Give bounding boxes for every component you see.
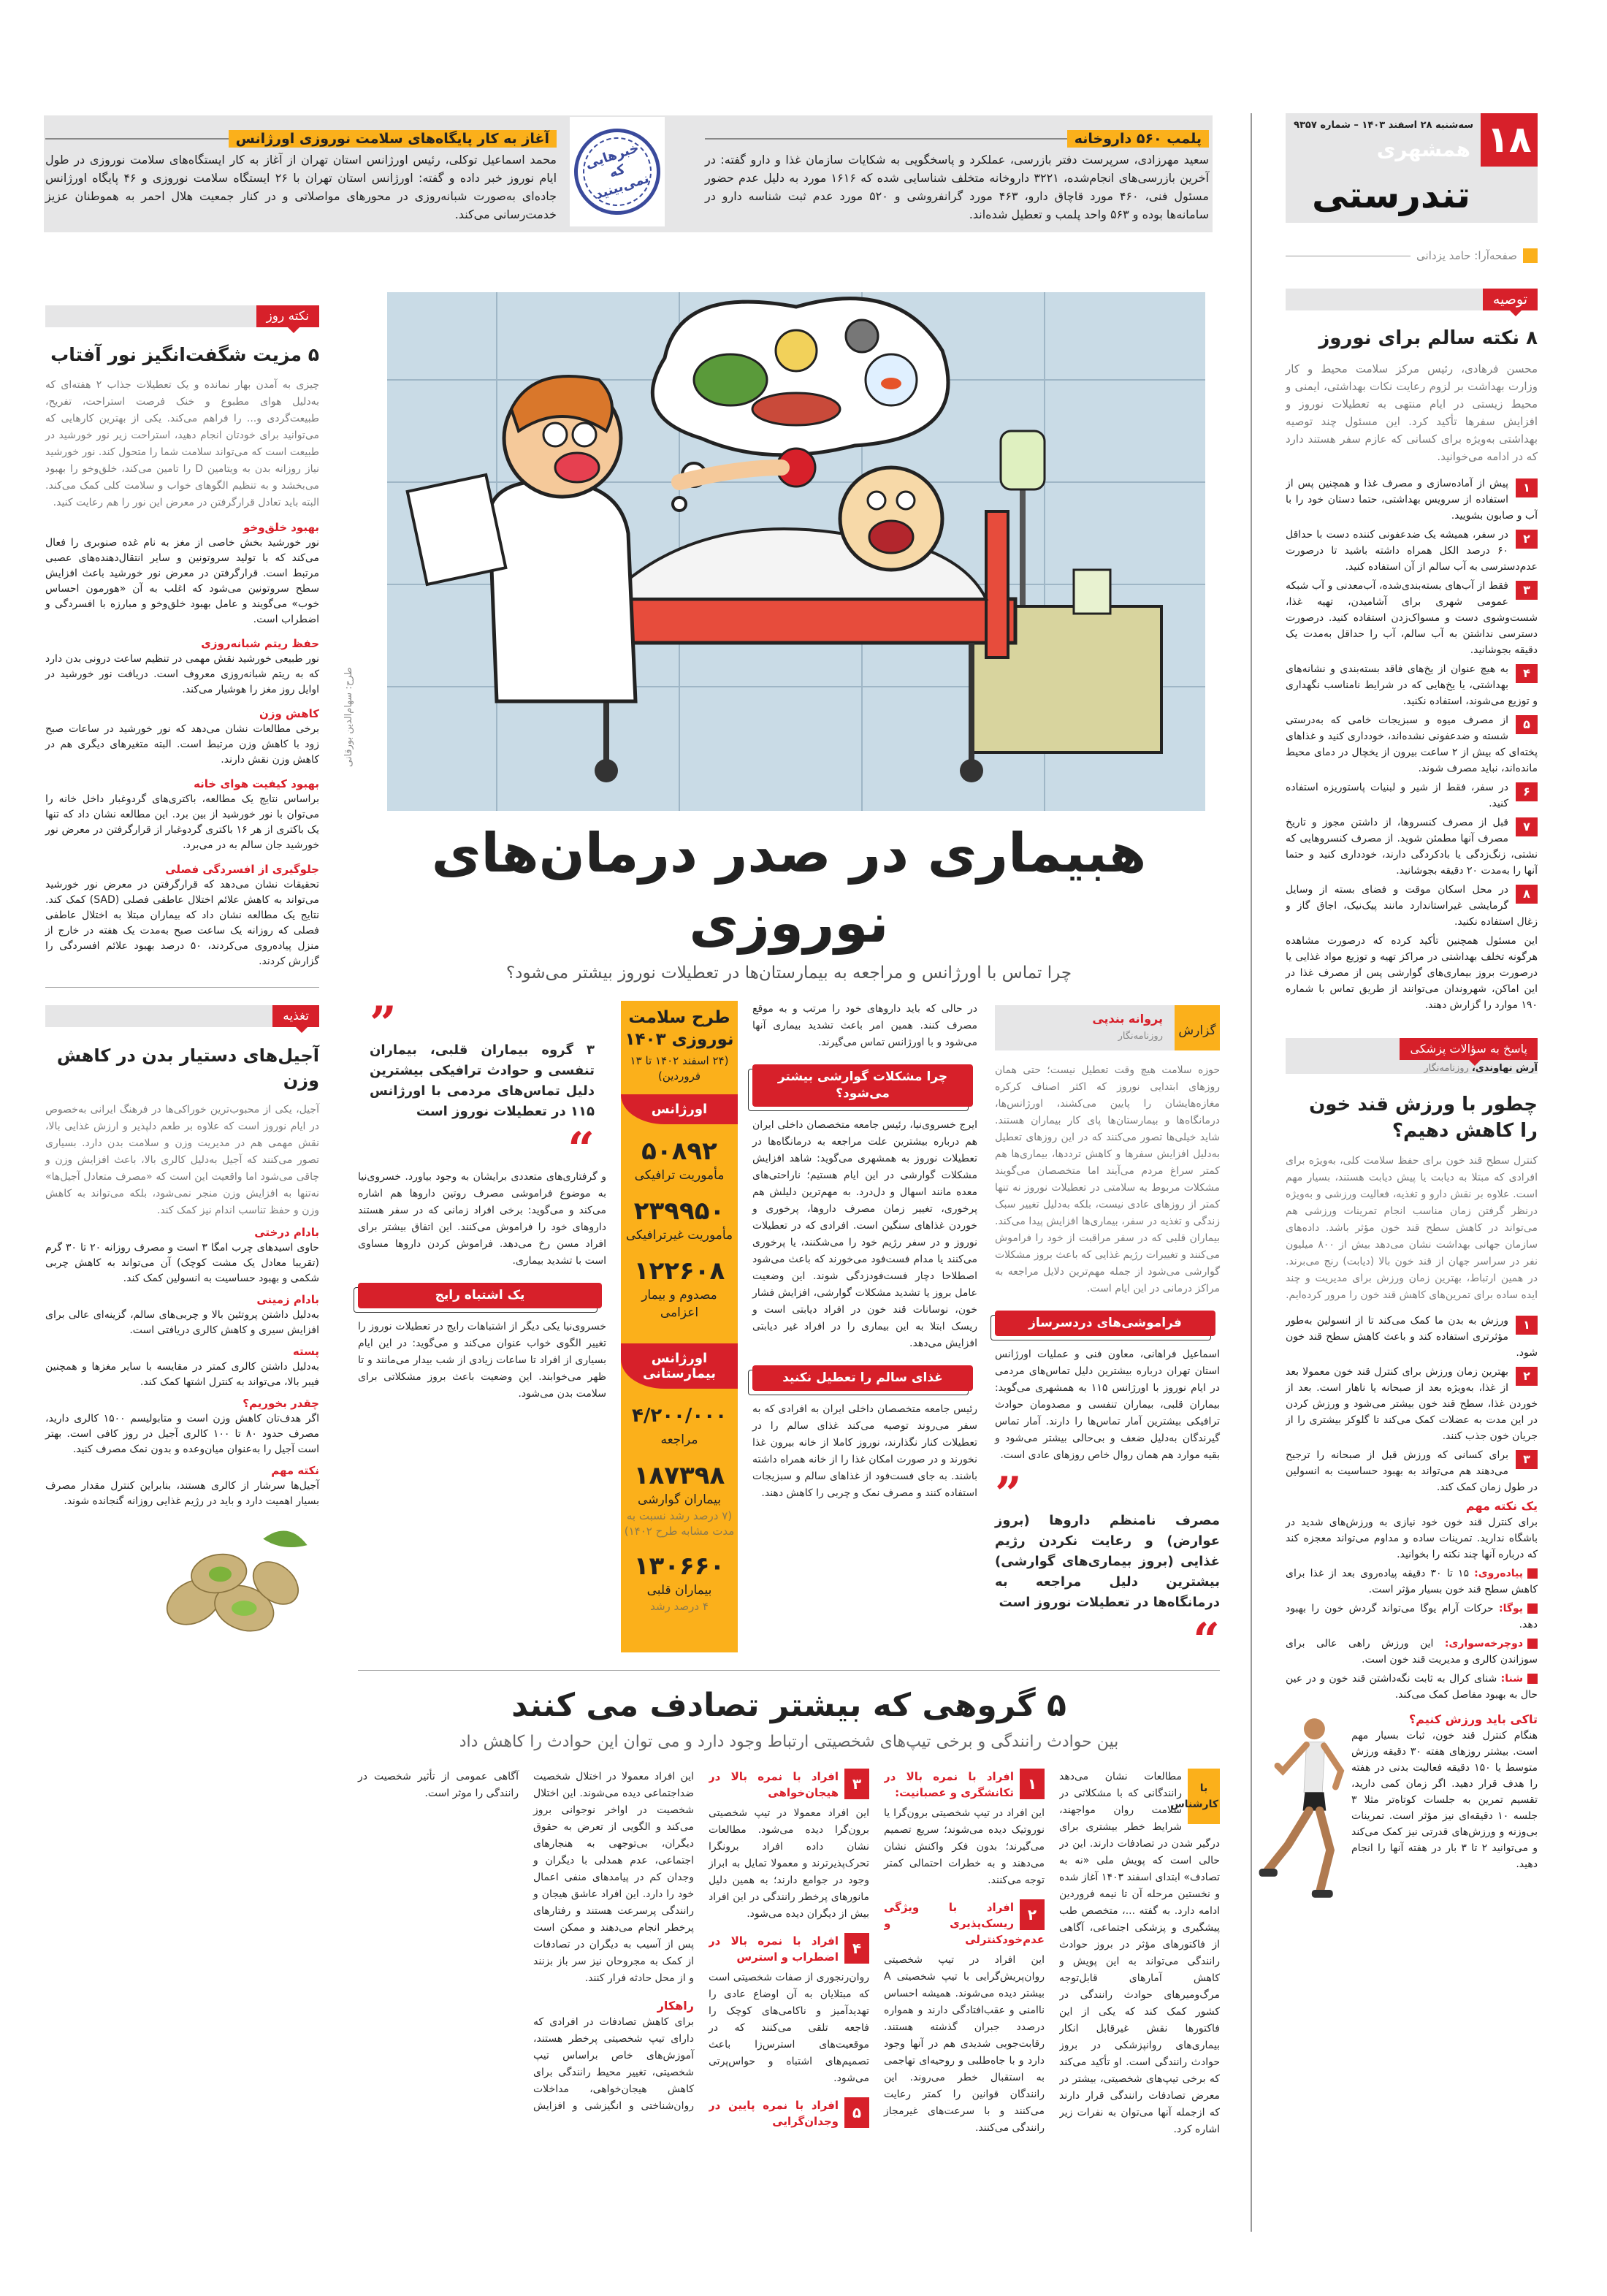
accident-group-body: این افراد در تیپ شخصیتی برون‌گرا یا نوروتیک دیده می‌شوند؛ سریع تصمیم می‌گیرند؛ بدون فکر واکنش نشان می‌دهند و به خطرات احتمالی کمتر توجه می‌کنند. (884, 1807, 1045, 1886)
tips-tag: توصیه (1483, 289, 1538, 310)
sunlight-subhead: کاهش وزن (259, 707, 319, 720)
accidents-tag: با کارشناس (1188, 1769, 1220, 1824)
accident-group: ۴ افراد با نمره بالا در اضطراب و استرس (709, 1933, 869, 1965)
designer-credit: صفحه‌آرا: حامد یزدانی (1286, 248, 1538, 263)
nuts-section (45, 1005, 319, 1652)
subhead-forgetfulness: فراموشی‌های دردسرساز (995, 1311, 1215, 1336)
connector-line (45, 138, 229, 140)
top-news-body: سعید مهرزادی، سرپرست دفتر بازرسی، عملکرد و پاسخگویی به شکایات سازمان غذا و دارو گفته: در آخرین بازرسی‌های انجام‌شده، ۳۲۲۱ داروخانه متخلف شناسایی شده که ۱۶۱۶ مورد به دلیل عدم حضور مسئول فنی، ۴۶۰ مورد قاچاق دارو، ۴۶۳ مورد گرانفروشی و ۵۲۰ مورد عدم ثبت شناسه دارو در سامانه‌ها بوده و ۵۶۳ واحد پلمب و تعطیل شده‌اند. (705, 153, 1210, 221)
exercise-tag-bar (1286, 1038, 1538, 1074)
report-byline (995, 1005, 1220, 1050)
left-column (45, 305, 319, 1652)
nuts-tag: تغذیه (272, 1005, 319, 1027)
tip-item: ۸ در محل اسکان موقت و فضای بسته از وسایل گرمایشی غیراستاندارد مانند پیک‌نیک، اجاق گاز و زغال استفاده نکنید. (1286, 884, 1538, 928)
runner-illustration (1256, 1713, 1351, 1903)
sunlight-intro: چیزی به آمدن بهار نمانده و یک تعطیلات جذاب ۲ هفته‌ای که به‌دلیل هوای مطبوع و خنک فرصت استراحت، تفریح، طبیعت‌گردی و... را فراهم می‌کند. یکی از بهترین کارهایی که می‌توانید برای خودتان انجام دهید، استراحت زیر نور خورشید در طبیعت است که می‌تواند سلامت شما را متحول کند. نور خورشید نیاز روزانه بدن به ویتامین D را تامین می‌کند، خلق‌وخو را بهبود می‌بخشد و به تنظیم الگوهای خواب و سلامت کلی کمک می‌کند. البته باید تعادل قرارگرفتن در معرض این نور را هم رعایت کنید. (45, 379, 320, 508)
author-name: پروانه بندپی (1092, 1012, 1163, 1026)
tip-item: ۶ در سفر، فقط از شیر و لبنیات پاستوریزه استفاده کنید. (1286, 779, 1538, 812)
report-tag: گزارش (1175, 1005, 1220, 1050)
accidents-intro-block (1059, 1769, 1220, 2138)
nuts-paragraph: حاوی اسیدهای چرب امگا ۳ است و مصرف روزانه ۲۰ تا ۳۰ گرم (تقریبا معادل یک مشت کوچک) آن می‌تواند به کاهش چربی شکمی و بهبود حساسیت به انسولین کمک کند. (45, 1242, 319, 1284)
top-news-title: آغاز به کار پایگاه‌های سلامت نوروزی اورژانس (229, 130, 557, 148)
logo: همشهری (1376, 137, 1470, 161)
nuts-subhead: بادام درختی (254, 1226, 319, 1239)
tips-intro: محسن فرهادی، رئیس مرکز سلامت محیط و کار وزارت بهداشت بر لزوم رعایت نکات بهداشتی، ایمنی و محیط زیستی در ایام منتهی به تعطیلات نوروز و افزایش سفرها تأکید کرد. این مسئول چند توصیه بهداشتی به‌ویژه برای کسانی که عازم سفر هستند دارد که در ادامه می‌خوانید. (1286, 362, 1538, 463)
top-news-item-pharmacy (705, 130, 1209, 224)
exercise-item: ۲ بهترین زمان ورزش برای کنترل قند خون معمولا بعد از غذا، به‌ویژه بعد از صبحانه یا ناهار است. بعد از خوردن غذا، سطح قند خون بیشتر می‌شود و ورزش کردن در این مدت به عضلات کمک می‌کند تا گلوکز بیشتری را از جریان خون جذب کنند. (1286, 1366, 1538, 1442)
stat-note: ۴ درصد رشد (650, 1600, 709, 1613)
nuts-paragraph: به‌دلیل داشتن کالری کمتر در مقایسه با سایر مغزها و همچنین فیبر بالا، می‌تواند به کنترل اشتها کمک کند. (45, 1361, 319, 1388)
article-paragraph: در حالی که باید داروهای خود را مرتب و به موقع مصرف کنند. همین امر باعث تشدید بیماری آنها می‌شود و با اورژانس تماس می‌گیرند. (752, 1003, 977, 1048)
main-subtitle: چرا تماس با اورژانس و مراجعه به بیمارستان‌ها در تعطیلات نوروز بیشتر می‌شود؟ (505, 964, 1072, 983)
sunlight-tag-bar (45, 305, 319, 327)
accident-group-body: روان‌رنجوری از صفات شخصیتی است که مبتلایان به آن اوضاع عادی را تهدیدآمیز و ناکامی‌های کوچک را فاجعه تلقی می‌کنند که در موقعیت‌های استرس‌زا باعث تصمیم‌های اشتباه و حواس‌پرتی می‌شود. (709, 1972, 869, 2084)
subhead-mistake: یک اشتباه رایج (358, 1283, 602, 1308)
article-paragraph: اسماعیل فراهانی، معاون فنی و عملیات اورژانس استان تهران درباره بیشترین دلیل تماس‌های مردمی در ایام نوروز با اورژانس ۱۱۵ به همشهری می‌گوید: بیماران قلبی، بیماران تنفسی و مصدومان حوادث ترافیکی بیشترین آمار تماس‌ها را دارند. آمار تماس گیرندگان به‌دلیل ضعف و بی‌حالی بیشتر می‌شود و بقیه موارد هم همان روال خاص روزهای عادی است. (995, 1349, 1220, 1461)
nuts-tag-bar (45, 1005, 319, 1027)
masthead (1286, 113, 1538, 223)
stats-box (621, 1001, 738, 1652)
quote-open-icon: ” (370, 1001, 397, 1036)
note-title: یک نکته مهم (1465, 1499, 1538, 1513)
nuts-paragraph: اگر هدف‌تان کاهش وزن است و متابولیسم ۱۵۰۰ کالری دارید، مصرف حدود ۸۰ تا ۱۰۰ کالری آجیل در روز کافی است. بهتر است آجیل را به‌عنوان میان‌وعده و بدون نمک مصرف کنید. (45, 1413, 320, 1455)
accidents-subtitle: بین حوادث رانندگی و برخی تیپ‌های شخصیتی ارتباط وجود دارد و می توان این حوادث را کاهش داد (459, 1733, 1119, 1751)
nuts-subhead: چقدر بخوریم؟ (243, 1397, 319, 1410)
note-body: برای کنترل قند خون خود نیازی به ورزش‌های شدید در باشگاه ندارید. تمرینات ساده و مداوم می‌تواند معجزه کند که درباره آنها چند نکته را بخوانید. (1286, 1517, 1538, 1560)
stats-group-label: اورژانس (621, 1094, 738, 1124)
article-body (358, 1001, 1220, 1652)
exercise-author: آرش نهاوندی، (1471, 1063, 1538, 1074)
stat-label: بیماران گوارشی (638, 1492, 721, 1507)
author-role: روزنامه‌نگار (1118, 1031, 1163, 1042)
stat-note: (۷ درصد رشد نسبت به مدت مشابه طرح ۱۴۰۲) (624, 1509, 735, 1538)
top-news-title: پلمب ۵۶۰ داروخانه (1067, 130, 1209, 148)
stat-value: ۲۳۹۹۵۰ (633, 1197, 725, 1226)
accident-group-body: این افراد در تیپ شخصیتی روان‌پریش‌گرایی با تیپ شخصیتی A بیشتر دیده می‌شوند. همیشه احساس ناامنی و عقب‌افتادگی دارند و همواره درصدد جبران گذشته هستند. رقابت‌جویی شدیدی هم در آنها وجود دارد و با جاه‌طلبی و روحیه‌ای تهاجمی به استقبال خطر می‌روند. این رانندگان قوانین را کمتر رعایت می‌کنند و با سرعت‌های غیرمجاز رانندگی می‌کنند. (884, 1954, 1045, 2134)
stats-group-label: اورژانس بیمارستانی (621, 1343, 738, 1389)
accidents-intro: مطالعات نشان می‌دهد رانندگانی که با مشکلاتی در سلامت روان مواجهند، شرایط خطر بیشتری برای درگیر شدن در تصادفات دارند. این در حالی است که پویش ملی «نه به تصادف» ابتدای اسفند ۱۴۰۳ آغاز شده و نخستین مرحله آن تا نیمه فروردین ادامه دارد. به گفته ...، متخصص طب پیشگیری و پزشکی اجتماعی، آگاهی از فاکتورهای مؤثر در بروز حوادث رانندگی می‌تواند به این پویش و کاهش آمارهای قابل‌توجه مرگ‌ومیرهای حوادث رانندگی در کشور کمک کند که یکی از این فاکتورها نقش غیرقابل انکار بیماری‌های روانپزشکی در بروز حوادث رانندگی است. او تأکید می‌کند که برخی تیپ‌های شخصیتی، بیشتر در معرض تصادفات رانندگی قرار دارند که ازجمله آنها می‌توان به نفرات زیر اشاره کرد. (1059, 1771, 1220, 2135)
stat-label: مراجعه (660, 1433, 698, 1447)
accident-group: ۲ افراد با ویژگی ریسک‌پذیری و عدم‌خودکنترلی (884, 1901, 1045, 1946)
tip-item: ۲ در سفر، همیشه یک ضدعفونی کننده دست با حداقل ۶۰ درصد الکل همراه داشته باشید تا درصورت عدم‌دسترسی به آب سالم از آن استفاده کنید. (1286, 529, 1538, 573)
top-news-item-emergency (45, 130, 557, 224)
quote-close-icon: “ (568, 1126, 595, 1162)
tip-item: ۴ به هیچ عنوان از یخ‌های فاقد بسته‌بندی و نشانه‌های بهداشتی، یا یخ‌هایی که در شرایط نامناسب نگهداری و توزیع می‌شوند، استفاده نکنید. (1286, 663, 1538, 707)
article-paragraph: ایرج خسروی‌نیا، رئیس جامعه متخصصان داخلی ایران هم درباره بیشترین علت مراجعه به درمانگاه‌ها در تعطیلات نوروز به همشهری می‌گوید: شاهد افزایش مشکلات گوارشی در این ایام هستیم؛ ناراحتی‌های معده مانند اسهال و دل‌درد. به مهم‌ترین دلیلش هم پرخوری، تغییر زمان مصرف داروها، پرخوری و خوردن غذاهای سنگین است. افرادی که در تعطیلات نوروز و در سفر رژیم خود را می‌شکنند، یا پرخوری می‌کنند یا مدام فست‌فود می‌خورند که باعث می‌شود اصطلاحا دچار فست‌فودزدگی شوند. این وضعیت عامل بروز یا تشدید مشکلات گوارشی، افزایش فشار خون، نوسانات قند خون در افراد دیابتی است و ریسک ابتلا به این بیماری را در افراد غیر دیابتی افزایش می‌دهد. (752, 1119, 977, 1349)
exercise-intro: کنترل سطح قند خون برای حفظ سلامت کلی، به‌ویژه برای افرادی که مبتلا به دیابت یا پیش دیابت هستند، بسیار مهم است. علاوه بر نقش دارو و تغذیه، فعالیت ورزشی و به‌ویژه درنظر گرفتن زمان مناسب انجام تمرینات ورزشی هم می‌تواند در کاهش سطح قند خون مؤثر باشد. داده‌های سازمان جهانی بهداشت نشان می‌دهد بیش از ۸۰۰ میلیون نفر در سراسر جهان از قند خون بالا (دیابت) رنج می‌برند. در همین ارتباط، بهترین زمان ورزش برای مدیریت و چند ایده ساده برای تمرین‌های کاهش قند خون را مرور کرده‌ایم. (1286, 1155, 1538, 1301)
accident-group-body: این افراد معمولا در اختلال شخصیت ضداجتماعی دیده می‌شوند. این اختلال شخصیت در اواخر نوجوانی بروز می‌کند و الگویی از تعرض به حقوق دیگران، بی‌توجهی به هنجارهای اجتماعی، عدم همدلی با دیگران و وجدان کم در پیامدهای منفی اعمال خود را دارد. این افراد عاشق هیجان و رانندگی پرسرعت هستند و رفتارهای پرخطر انجام می‌دهند و ممکن است پس از آسیب به دیگران در تصادفات از کمک به مجروحان نیز سر باز بزنند و از محل حادثه فرار کنند. (533, 1771, 694, 1984)
sunlight-title: ۵ مزیت شگفت‌انگیز نور آفتاب (50, 344, 319, 365)
sunlight-paragraph: تحقیقات نشان می‌دهد که قرارگرفتن در معرض نور خورشید می‌تواند به کاهش علائم اختلال عاطفی فصلی (SAD) کمک کند. نتایج یک مطالعه نشان داد که بیماران مبتلا به اختلال عاطفی فصلی که روزانه یک ساعت صبح به‌مدت یک هفته در خارج از منزل پیاده‌روی می‌کردند، ۵۰ درصد بهبود علائم افسردگی را گزارش کردند. (45, 879, 319, 967)
tips-title: ۸ نکته سالم برای نوروز (1318, 327, 1538, 349)
nuts-paragraph: به‌دلیل داشتن پروتئین بالا و چربی‌های سالم، گزینه‌ای عالی برای افزایش سیری و کاهش کالری دریافتی است. (45, 1309, 319, 1336)
connector-line (705, 138, 1067, 140)
bullet-item: شنا: شنای کرال به ثابت نگه‌داشتن قند خون و در عین حال به بهبود مفاصل کمک می‌کند. (1286, 1673, 1538, 1701)
accidents-headline: ۵ گروهی که بیشتر تصادف می کنند (511, 1687, 1066, 1724)
subhead-healthy-food: غذای سالم را تعطیل نکنید (752, 1365, 973, 1391)
quote-open-icon: ” (995, 1471, 1022, 1506)
stat-label: بیماران قلبی (646, 1583, 712, 1598)
stamp-text: خبرهایی که نمی‌بینید (583, 140, 652, 203)
sunlight-subhead: جلوگیری از افسردگی فصلی (165, 863, 319, 876)
cartoon-illustration (387, 292, 1205, 811)
exercise-item: ۳ برای کسانی که ورزش قبل از صبحانه را ترجیح می‌دهند هم می‌تواند به بهبود حساسیت به انسولین در طول زمان کمک کند. (1286, 1449, 1538, 1493)
nuts-subhead: نکته مهم (271, 1464, 319, 1477)
stats-period: (۲۴ اسفند ۱۴۰۲ تا ۱۳ فروردین) (630, 1054, 729, 1083)
sunlight-subhead: حفظ ریتم شبانه‌روزی (201, 637, 319, 650)
solution-title: راهکار (657, 1999, 694, 2013)
section-title: تندرستی (1311, 174, 1470, 216)
article-paragraph: رئیس جامعه متخصصان داخلی ایران به افرادی که به سفر می‌روند توصیه می‌کند غذای سالم را در تعطیلات کنار نگذارند، نوروز کاملا از خانه بیرون غذا نخورند و در صورت امکان غذا را از خانه همراه داشته باشند. به جای فست‌فود از غذاهای سالم و سبزیجات استفاده کنند و مصرف نمک و چربی را کاهش دهند. (752, 1403, 977, 1499)
divider (358, 1670, 1220, 1671)
tip-item: ۷ قبل از مصرف کنسروها، از داشتن مجوز و تاریخ مصرف آنها مطمئن شوید. از مصرف کنسروهایی که نشتی، زنگ‌زدگی یا بادکردگی دارند، خودداری کنید و حتما آنها را به‌مدت ۲۰ دقیقه بجوشانید. (1286, 817, 1538, 877)
exercise-section (1286, 1038, 1538, 1872)
column-divider (1251, 113, 1252, 2232)
main-headline: هبیماری در صدر درمان‌های نوروزی (431, 822, 1147, 955)
duration-body: هنگام کنترل قند خون، ثبات بسیار مهم است. بیشتر روزهای هفته ۳۰ دقیقه ورزش متوسط یا ۱۵۰ دقیقه فعالیت بدنی در هفته را هدف قرار دهید. اگر زمان کمی دارید، تقسیم تمرین به جلسات کوتاه‌تر مثلا ۳ جلسه ۱۰ دقیقه‌ای نیز مؤثر است. تمرینات بی‌وزنه و ورزش‌های قدرتی نیز کمک می‌کند و می‌توانید ۲ تا ۳ بار در هفته آنها را انجام دهید. (1351, 1730, 1538, 1870)
pistachio-image (144, 1514, 319, 1652)
sunlight-paragraph: نور خورشید بخش خاصی از مغز به نام غده صنوبری را فعال می‌کند که با تولید سروتونین و سایر انتقال‌دهنده‌های عصبی مرتبط است. قرارگرفتن در معرض نور خورشید باعث افزایش سطح سروتونین می‌شود که اغلب به آن «هورمون احساس خوب» می‌گویند و عامل بهبود خلق‌وخو و مبارزه با افسردگی و اضطراب است. (45, 537, 319, 625)
article-columns-1-2 (752, 1001, 1220, 1652)
credit-marker (1523, 248, 1538, 263)
exercise-item: ۱ ورزش به بدن ما کمک می‌کند تا از انسولین به‌طور مؤثرتری استفاده کند و باعث کاهش سطح قند خون شود. (1286, 1315, 1538, 1359)
article-paragraph: خسروی‌نیا یکی دیگر از اشتباهات رایج در تعطیلات نوروز را تغییر الگوی خواب عنوان می‌کند و می‌گوید: در این ایام بسیاری از افراد تا ساعات زیادی از شب بیدار می‌مانند و تا ظهر می‌خوابند. این وضعیت باعث بروز مشکلاتی برای سلامت بدن می‌شود. (358, 1321, 606, 1400)
pull-quote-2 (995, 1471, 1220, 1652)
stat-value: ۱۲۲۶۰۸ (633, 1256, 725, 1286)
sunlight-paragraph: برخی مطالعات نشان می‌دهد که نور خورشید در ساعات صبح زود با کاهش وزن مرتبط است. البته متغیرهای دیگری هم در کاهش وزن نقش دارند. (45, 723, 319, 766)
tips-outro: این مسئول همچنین تأکید کرده که درصورت مشاهده هرگونه تخلف بهداشتی در مراکز تهیه و توزیع مواد غذایی یا درصورت بروز بیماری‌های گوارشی پس از مصرف غذا در این اماکن، شهروندان می‌توانند از طریق تماس با شماره ۱۹۰ موارد را گزارش دهند. (1286, 935, 1538, 1011)
quote-close-icon: “ (1193, 1617, 1220, 1652)
article-paragraph: حوزه سلامت هیچ وقت تعطیل نیست؛ حتی همان روزهای ابتدایی نوروز که اکثر اصناف کرکره مغازه‌هایشان را پایین می‌کشند، اورژانس‌ها، درمانگاه‌ها و بیمارستان‌ها پای کار بیماران هستند. شاید خیلی‌ها تصور می‌کنند که در این روزهای تعطیل به‌دلیل افزایش سفرها و کاهش ترددها، بیماری‌ها هم کمتر سراغ مردم می‌آیند اما متخصصان می‌گویند مشکلات مربوط به سلامتی در تعطیلات نوروز نه تنها کمتر از روزهای عادی نیست، بلکه به‌دلیل تغییر سبک زندگی و تغذیه در سفر، بیماری‌ها افزایش پیدا می‌کند. بیماران قلبی که در سفر مراقبت از خود را فراموش می‌کنند و تغییرات رژیم غذایی که باعث بروز مشکلات گوارشی می‌شود از جمله مهم‌ترین دلایل مراجعه به مراکز درمانی در این ایام است. (995, 1064, 1220, 1294)
bullet-item: دوچرخه‌سواری: این ورزش راهی عالی برای سوزاندن کالری و مدیریت قند خون است. (1286, 1638, 1538, 1666)
exercise-tag: پاسخ به سؤالات پزشکی (1400, 1038, 1538, 1060)
article-column-3 (358, 1001, 606, 1652)
stamp-icon (563, 118, 672, 226)
stat-label: مأموریت غیرترافیکی (625, 1228, 733, 1243)
divider (45, 987, 319, 988)
stats-title: طرح سلامت نوروزی ۱۴۰۳ (625, 1008, 734, 1049)
tips-section (1286, 289, 1538, 1013)
tips-tag-bar (1286, 289, 1538, 310)
sunlight-paragraph: براساس نتایج یک مطالعه، باکتری‌های گردوغبار داخل خانه را می‌توان با نور خورشید از بین برد. این مطالعه نشان داد که تنها یک باکتری از هر ۱۶ باکتری گردوغبار از قرارگرفتن در معرض نور خورشید جان سالم به در می‌برد. (45, 793, 319, 851)
sunlight-paragraph: نور طبیعی خورشید نقش مهمی در تنظیم ساعت درونی بدن دارد که به ریتم شبانه‌روزی معروف است. دریافت نور خورشید در اوایل روز مغز را هوشیار می‌کند. (45, 653, 319, 695)
stat-label: مأموریت ترافیکی (634, 1168, 725, 1183)
exercise-role: روزنامه‌نگار (1424, 1063, 1469, 1074)
bullet-item: یوگا: حرکات آرام یوگا می‌تواند گردش خون را بهبود دهد. (1286, 1603, 1538, 1631)
tip-item: ۵ از مصرف میوه و سبزیجات خامی که به‌درستی شسته و ضدعفونی نشده‌اند، خودداری کنید و غذاهای پخته‌ای که بیش از ۲ ساعت بیرون از یخچال در دمای محیط مانده‌اند، نباید مصرف شوند. (1286, 714, 1538, 774)
nuts-paragraph: آجیل‌ها سرشار از کالری هستند، بنابراین کنترل مقدار مصرف بسیار اهمیت دارد و باید در رژیم غذایی روزانه گنجانده شوند. (45, 1480, 319, 1507)
quote-text: مصرف نامنظم داروها (بروز عوارض) و رعایت نکردن رژیم غذایی (بروز بیماری‌های گوارشی) بیشترین دلیل مراجعه به درمانگاه‌ها در تعطیلات نوروز است (995, 1513, 1220, 1610)
stat-label: مصدوم و بیمار اعزامی (641, 1288, 717, 1320)
tip-item: ۳ فقط از آب‌های بسته‌بندی‌شده، آب‌معدنی و آب شبکه عمومی شهری برای آشامیدن، تهیه غذا، شست‌وشوی دست و مسواک‌زدن استفاده کنید. درصورت دسترسی نداشتن به آب سالم، آب را حداقل به‌مدت یک دقیقه بجوشانید. (1286, 580, 1538, 656)
article-paragraph: و گرفتاری‌های متعددی برایشان به وجود بیاورد. خسروی‌نیا به موضوع فراموشی مصرف روتین داروها هم اشاره می‌کند و می‌گوید: برخی افراد زمانی که در سفر هستند داروهای خود را فراموش می‌کنند. این اتفاق بیشتر برای افراد مسن رخ می‌دهد. فراموش کردن داروها مساوی است با تشدید بیماری. (358, 1171, 606, 1267)
page-number: ۱۸ (1481, 113, 1538, 167)
accident-group: ۳ افراد با نمره بالا در هیجان‌خواهی (709, 1769, 869, 1801)
sunlight-tag: نکته روز (256, 305, 319, 327)
subhead-digestive: چرا مشکلات گوارشی بیشتر می‌شود؟ (752, 1064, 973, 1107)
accident-group-body: این افراد معمولا در تیپ شخصیتی برون‌گرا دیده می‌شود. مطالعات نشان داده افراد برونگرا تحرک‌پذیرترند و معمولا تمایل به ابراز وجود در جوامع دارند؛ به همین دلیل مانورهای پرخطر رانندگی در این افراد بیش از دیگران دیده می‌شود. (709, 1807, 869, 1920)
illustrator-credit: طرح: سهام‌الدین بورقانی (343, 667, 354, 767)
quote-text: ۳ گروه بیماران قلبی، بیماران تنفسی و حوادث ترافیکی بیشترین دلیل تماس‌های مردمی با اورژانس ۱۱۵ در تعطیلات نوروز است (370, 1042, 595, 1119)
top-news-body: محمد اسماعیل توکلی، رئیس اورژانس استان تهران از آغاز به کار ایستگاه‌های سلامت نوروزی در طول ایام نوروز خبر داده و گفته: اورژانس استان تهران با ۲۶ ایستگاه سلامت نوروزی و ۴۶ پایگاه اورژانس جاده‌ای به‌صورت شبانه‌روزی در محورهای مواصلاتی و در کنار جمعیت هلال احمر به هموطنان عزیز خدمت‌رسانی می‌کند. (45, 153, 557, 221)
sunlight-section (45, 305, 319, 969)
tip-item: ۱ پیش از آماده‌سازی و مصرف غذا و همچنین پس از استفاده از سرویس بهداشتی، حتما دستان خود را با آب و صابون بشویید. (1286, 478, 1538, 522)
stamp (570, 117, 665, 226)
stat-value: ۴/۲۰۰/۰۰۰ (631, 1405, 728, 1427)
stat-value: ۱۳۰۶۶۰ (633, 1552, 725, 1581)
accident-group: ۵ افراد با نمره پایین در وجدان‌گرایی (709, 2097, 869, 2129)
sunlight-subhead: بهبود کیفیت هوای خانه (194, 777, 319, 790)
right-column (1286, 289, 1538, 1903)
date-issue: سه‌شنبه ۲۸ اسفند ۱۴۰۳ – شماره ۹۳۵۷ (1294, 120, 1473, 131)
duration-title: تاکی باید ورزش کنیم؟ (1408, 1712, 1538, 1726)
pull-quote-1 (358, 1001, 606, 1162)
stat-value: ۱۸۷۳۹۸ (633, 1461, 725, 1490)
exercise-title: چطور با ورزش قند خون را کاهش دهیم؟ (1309, 1094, 1538, 1142)
bullet-item: پیاده‌روی: ۱۵ تا ۳۰ دقیقه پیاده‌روی بعد از غذا برای کاهش سطح قند خون بسیار مؤثر است. (1286, 1568, 1538, 1595)
stat-value: ۵۰۸۹۲ (641, 1137, 717, 1166)
middle-column (358, 818, 1220, 2138)
accident-group: ۱ افراد با نمره بالا در تکانشگری و عصبانیت: (884, 1769, 1045, 1801)
nuts-title: آجیل‌های دستیار بدن در کاهش وزن (56, 1045, 319, 1091)
nuts-intro: آجیل، یکی از محبوب‌ترین خوراکی‌ها در فرهنگ ایرانی به‌خصوص در ایام نوروز است که علاوه بر طعم دلپذیر و ارزش غذایی بالا، نقش مهمی هم در مدیریت وزن و سلامت بدن دارد. بسیاری تصور می‌کنند که آجیل به‌دلیل کالری بالا، باعث افزایش وزن و چاقی می‌شود اما واقعیت این است که «مصرف متعادل آجیل‌ها» نه‌تنها به افزایش وزن منجر نمی‌شود، بلکه می‌تواند به کاهش وزن و حفظ تناسب اندام نیز کمک کند. (45, 1104, 319, 1216)
nuts-subhead: بادام زمینی (256, 1293, 319, 1306)
nuts-subhead: پسته (292, 1345, 319, 1358)
accidents-body (358, 1769, 1220, 2138)
solution-body: برای کاهش تصادفات در افرادی که دارای تیپ شخصیتی پرخطر هستند، آموزش‌های خاص براساس تیپ شخصیتی، تغییر محیط رانندگی برای کاهش هیجان‌خواهی، مداخلات روان‌شناختی و انگیزشی و افزایش آگاهی عمومی از تأثیر شخصیت در رانندگی را موثر است. (358, 1771, 694, 2112)
sunlight-subhead: بهبود خلق‌وخو (243, 521, 319, 534)
